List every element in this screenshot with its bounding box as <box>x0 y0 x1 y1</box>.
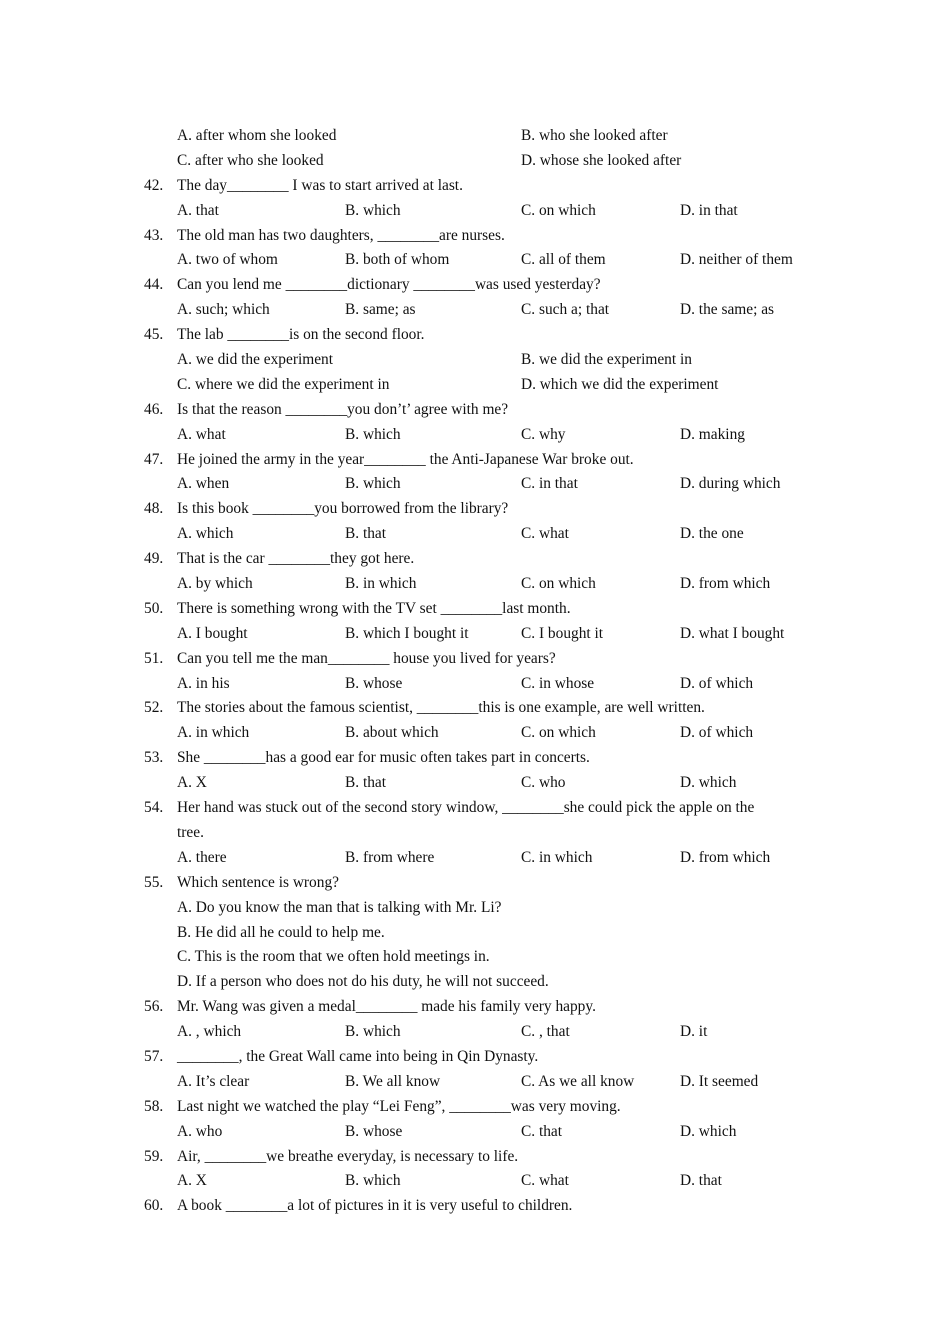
option-b: B. whose <box>345 1122 403 1140</box>
option-d: D. making <box>680 425 745 443</box>
question-number: 53. <box>144 749 164 767</box>
question-text: Which sentence is wrong? <box>177 873 339 891</box>
option-a: A. X <box>177 774 207 792</box>
question-stem <box>0 448 950 473</box>
question-number: 49. <box>144 550 164 568</box>
option-row <box>0 373 950 398</box>
option-d: D. the same; as <box>680 301 775 319</box>
question-text: Is that the reason ________you don’t’ agree with me? <box>177 400 509 418</box>
question-number: 48. <box>144 500 164 518</box>
option-a: A. Do you know the man that is talking with Mr. Li? <box>177 898 502 916</box>
option-c: C. in which <box>521 848 593 866</box>
option-d: D. If a person who does not do his duty, he will not succeed. <box>177 973 549 991</box>
question-stem <box>0 796 950 821</box>
option-a: A. who <box>177 1122 223 1140</box>
question-text: Her hand was stuck out of the second story window, ________she could pick the apple on the <box>177 799 755 817</box>
option-b: B. We all know <box>345 1072 441 1090</box>
question-stem <box>0 547 950 572</box>
question-stem <box>0 224 950 249</box>
option-c: C. As we all know <box>521 1072 635 1090</box>
option-a: A. two of whom <box>177 251 278 269</box>
question-text: Can you lend me ________dictionary ________was used yesterday? <box>177 276 601 294</box>
option-d: D. that <box>680 1172 722 1190</box>
option-row <box>0 1169 950 1194</box>
question-stem <box>0 323 950 348</box>
question-stem <box>0 647 950 672</box>
question-number: 43. <box>144 226 164 244</box>
question-stem <box>0 995 950 1020</box>
option-a: A. It’s clear <box>177 1072 250 1090</box>
option-d: D. what I bought <box>680 624 785 642</box>
option-b: B. both of whom <box>345 251 450 269</box>
option-b: B. we did the experiment in <box>521 351 692 369</box>
option-c: C. on which <box>521 201 596 219</box>
option-row <box>0 572 950 597</box>
question-stem <box>0 1045 950 1070</box>
question-text: The lab ________is on the second floor. <box>177 326 425 344</box>
option-d: D. from which <box>680 848 771 866</box>
question-text: ________, the Great Wall came into being in Qin Dynasty. <box>177 1047 539 1065</box>
question-stem <box>0 398 950 423</box>
question-text: A book ________a lot of pictures in it is very useful to children. <box>177 1197 573 1215</box>
option-row <box>0 199 950 224</box>
option-c: C. what <box>521 1172 569 1190</box>
question-number: 46. <box>144 400 164 418</box>
option-c: C. such a; that <box>521 301 610 319</box>
question-stem-continued <box>0 821 950 846</box>
question-stem <box>0 273 950 298</box>
option-c: C. who <box>521 774 566 792</box>
question-text: Is this book ________you borrowed from the library? <box>177 500 509 518</box>
option-a: A. such; which <box>177 301 270 319</box>
option-a: A. X <box>177 1172 207 1190</box>
option-b: B. whose <box>345 674 403 692</box>
option-a: A. when <box>177 475 230 493</box>
question-number: 57. <box>144 1047 164 1065</box>
option-d: D. the one <box>680 525 744 543</box>
option-row <box>0 248 950 273</box>
option-row <box>0 1120 950 1145</box>
option-c: C. in that <box>521 475 578 493</box>
option-d: D. which <box>680 774 737 792</box>
question-number: 58. <box>144 1097 164 1115</box>
question-number: 55. <box>144 873 164 891</box>
option-d: D. which <box>680 1122 737 1140</box>
option-c: C. all of them <box>521 251 606 269</box>
question-stem <box>0 696 950 721</box>
option-b: B. about which <box>345 724 439 742</box>
option-a: A. that <box>177 201 219 219</box>
option-row <box>0 472 950 497</box>
question-stem <box>0 1095 950 1120</box>
option-b: B. which I bought it <box>345 624 469 642</box>
question-stem <box>0 497 950 522</box>
option-d: D. during which <box>680 475 781 493</box>
question-number: 47. <box>144 450 164 468</box>
option-a: A. I bought <box>177 624 248 642</box>
option-d: D. whose she looked after <box>521 151 682 169</box>
option-c: C. that <box>521 1122 563 1140</box>
option-row <box>0 124 950 149</box>
option-a: A. there <box>177 848 227 866</box>
question-number: 50. <box>144 599 164 617</box>
option-b: B. which <box>345 475 401 493</box>
option-row <box>0 672 950 697</box>
question-number: 52. <box>144 699 164 717</box>
option-row <box>0 945 950 970</box>
question-text: Can you tell me the man________ house you lived for years? <box>177 649 556 667</box>
option-row <box>0 1020 950 1045</box>
option-row <box>0 149 950 174</box>
option-b: B. which <box>345 1023 401 1041</box>
option-d: D. in that <box>680 201 738 219</box>
question-stem <box>0 1145 950 1170</box>
option-c: C. This is the room that we often hold meetings in. <box>177 948 490 966</box>
option-c: C. why <box>521 425 566 443</box>
option-a: A. we did the experiment <box>177 351 333 369</box>
option-a: A. in which <box>177 724 250 742</box>
question-number: 56. <box>144 998 164 1016</box>
option-row <box>0 522 950 547</box>
question-text-continued: tree. <box>177 823 204 841</box>
question-text: The day________ I was to start arrived at last. <box>177 176 463 194</box>
option-a: A. , which <box>177 1023 242 1041</box>
question-number: 59. <box>144 1147 164 1165</box>
question-number: 44. <box>144 276 164 294</box>
option-a: A. which <box>177 525 234 543</box>
question-text: Last night we watched the play “Lei Feng”, ________was very moving. <box>177 1097 621 1115</box>
question-number: 51. <box>144 649 164 667</box>
exam-page <box>0 124 950 1219</box>
question-text: He joined the army in the year________ the Anti-Japanese War broke out. <box>177 450 634 468</box>
question-text: She ________has a good ear for music often takes part in concerts. <box>177 749 590 767</box>
option-row <box>0 970 950 995</box>
question-number: 42. <box>144 176 164 194</box>
option-b: B. who she looked after <box>521 127 668 144</box>
option-c: C. on which <box>521 575 596 593</box>
option-c: C. on which <box>521 724 596 742</box>
option-d: D. neither of them <box>680 251 793 269</box>
option-row <box>0 721 950 746</box>
option-d: D. of which <box>680 674 754 692</box>
option-row <box>0 921 950 946</box>
option-a: A. after whom she looked <box>177 127 337 144</box>
question-stem <box>0 174 950 199</box>
option-row <box>0 622 950 647</box>
option-d: D. It seemed <box>680 1072 759 1090</box>
option-b: B. in which <box>345 575 417 593</box>
option-row <box>0 423 950 448</box>
option-row <box>0 298 950 323</box>
option-c: C. what <box>521 525 569 543</box>
question-number: 60. <box>144 1197 164 1215</box>
option-c: C. , that <box>521 1023 570 1041</box>
option-row <box>0 846 950 871</box>
option-c: C. in whose <box>521 674 595 692</box>
question-text: Mr. Wang was given a medal________ made his family very happy. <box>177 998 596 1016</box>
option-row <box>0 348 950 373</box>
question-text: There is something wrong with the TV set ________last month. <box>177 599 571 617</box>
option-b: B. which <box>345 425 401 443</box>
option-d: D. of which <box>680 724 754 742</box>
option-c: C. after who she looked <box>177 151 324 169</box>
option-a: A. by which <box>177 575 253 593</box>
option-b: B. same; as <box>345 301 416 319</box>
option-a: A. in his <box>177 674 230 692</box>
question-number: 45. <box>144 326 164 344</box>
option-d: D. which we did the experiment <box>521 375 719 393</box>
option-b: B. which <box>345 1172 401 1190</box>
question-text: Air, ________we breathe everyday, is necessary to life. <box>177 1147 519 1165</box>
option-c: C. I bought it <box>521 624 604 642</box>
option-b: B. that <box>345 774 387 792</box>
question-text: That is the car ________they got here. <box>177 550 415 568</box>
option-b: B. He did all he could to help me. <box>177 923 385 941</box>
question-stem <box>0 597 950 622</box>
option-b: B. which <box>345 201 401 219</box>
option-b: B. from where <box>345 848 435 866</box>
question-stem <box>0 1194 950 1219</box>
question-stem <box>0 746 950 771</box>
option-a: A. what <box>177 425 226 443</box>
option-b: B. that <box>345 525 387 543</box>
option-d: D. from which <box>680 575 771 593</box>
option-row <box>0 771 950 796</box>
question-number: 54. <box>144 799 164 817</box>
option-c: C. where we did the experiment in <box>177 375 390 393</box>
question-text: The old man has two daughters, ________are nurses. <box>177 226 505 244</box>
option-row <box>0 1070 950 1095</box>
option-d: D. it <box>680 1023 708 1041</box>
question-stem <box>0 871 950 896</box>
question-text: The stories about the famous scientist, ________this is one example, are well written. <box>177 699 705 717</box>
option-row <box>0 896 950 921</box>
